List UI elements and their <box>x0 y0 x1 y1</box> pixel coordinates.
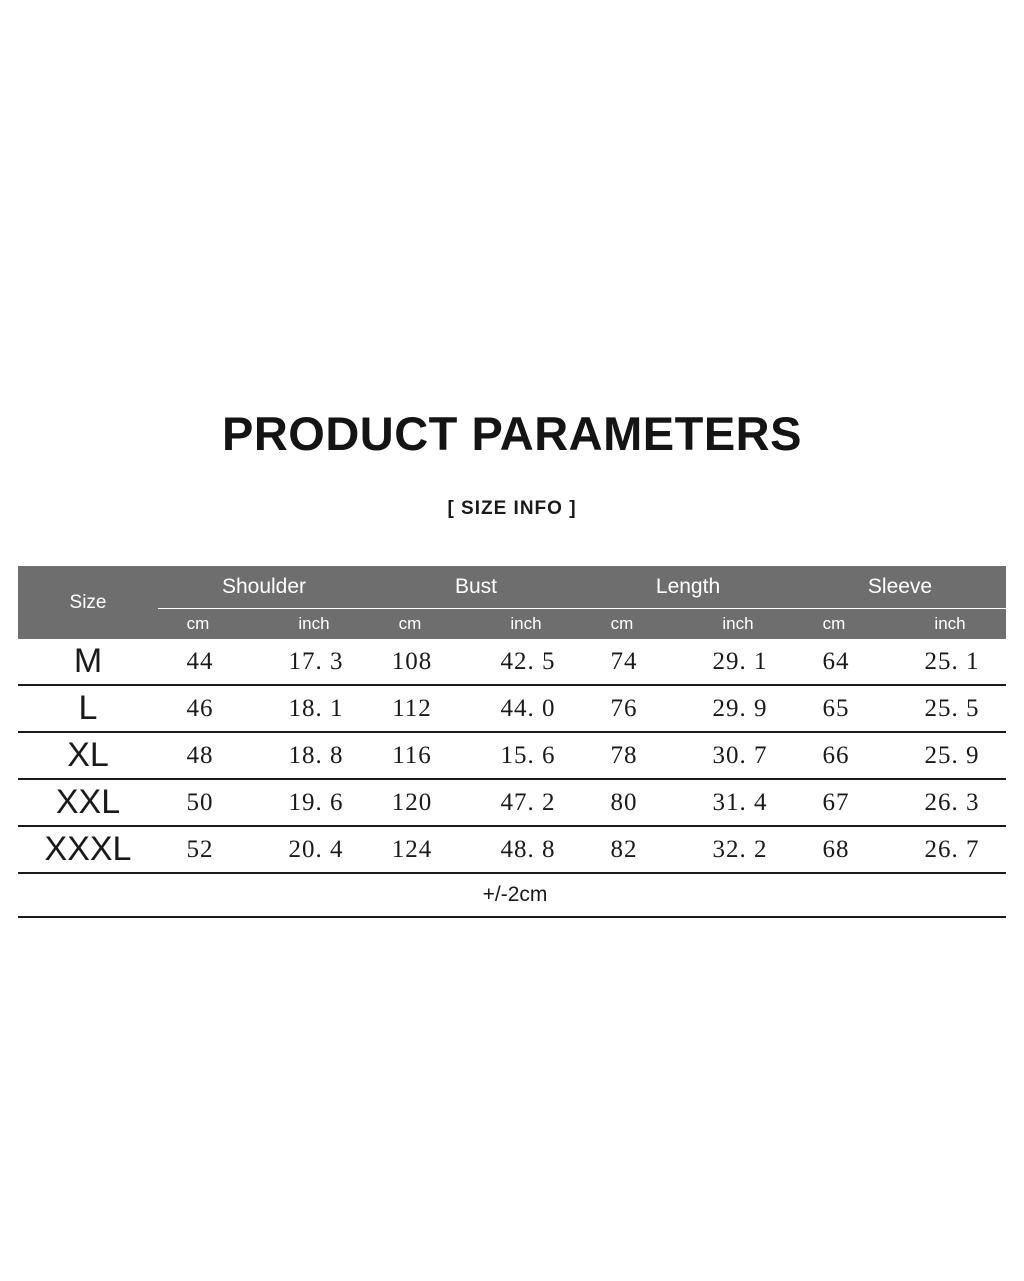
cell-size: XL <box>18 732 158 779</box>
cell-size: XXL <box>18 779 158 826</box>
size-info-table <box>18 566 1006 918</box>
table-foot <box>18 873 1006 917</box>
table-row <box>18 732 1006 779</box>
cell-bust-cm: 108 <box>370 639 476 685</box>
column-header-size: Size <box>18 566 158 639</box>
column-header-sleeve: Sleeve <box>794 566 1006 609</box>
unit-header-length-inch: inch <box>688 609 794 640</box>
cell-length-inch: 31. 4 <box>688 779 794 826</box>
cell-length-cm: 76 <box>582 685 688 732</box>
cell-bust-inch: 48. 8 <box>476 826 582 873</box>
cell-size: XXXL <box>18 826 158 873</box>
cell-sleeve-inch: 26. 7 <box>900 826 1006 873</box>
cell-bust-cm: 116 <box>370 732 476 779</box>
cell-shoulder-cm: 48 <box>158 732 264 779</box>
cell-shoulder-inch: 19. 6 <box>264 779 370 826</box>
cell-length-inch: 29. 1 <box>688 639 794 685</box>
column-header-bust: Bust <box>370 566 582 609</box>
cell-shoulder-inch: 17. 3 <box>264 639 370 685</box>
cell-sleeve-cm: 67 <box>794 779 900 826</box>
cell-length-inch: 29. 9 <box>688 685 794 732</box>
unit-header-sleeve-cm: cm <box>794 609 900 640</box>
table-row <box>18 685 1006 732</box>
cell-length-cm: 78 <box>582 732 688 779</box>
tolerance-row <box>18 873 1006 917</box>
size-table-container <box>18 566 1006 918</box>
cell-sleeve-inch: 25. 1 <box>900 639 1006 685</box>
cell-bust-inch: 44. 0 <box>476 685 582 732</box>
cell-shoulder-cm: 46 <box>158 685 264 732</box>
table-head <box>18 566 1006 639</box>
cell-bust-inch: 15. 6 <box>476 732 582 779</box>
table-row <box>18 639 1006 685</box>
cell-sleeve-inch: 25. 5 <box>900 685 1006 732</box>
cell-sleeve-inch: 26. 3 <box>900 779 1006 826</box>
tolerance-note: +/-2cm <box>18 873 1006 917</box>
cell-length-inch: 32. 2 <box>688 826 794 873</box>
cell-length-cm: 80 <box>582 779 688 826</box>
cell-shoulder-inch: 18. 8 <box>264 732 370 779</box>
cell-shoulder-cm: 44 <box>158 639 264 685</box>
cell-sleeve-cm: 65 <box>794 685 900 732</box>
cell-sleeve-cm: 68 <box>794 826 900 873</box>
column-header-length: Length <box>582 566 794 609</box>
unit-header-bust-cm: cm <box>370 609 476 640</box>
cell-shoulder-inch: 18. 1 <box>264 685 370 732</box>
cell-length-cm: 82 <box>582 826 688 873</box>
column-header-shoulder: Shoulder <box>158 566 370 609</box>
unit-header-sleeve-inch: inch <box>900 609 1006 640</box>
cell-length-cm: 74 <box>582 639 688 685</box>
unit-header-shoulder-cm: cm <box>158 609 264 640</box>
cell-bust-cm: 124 <box>370 826 476 873</box>
cell-sleeve-cm: 66 <box>794 732 900 779</box>
cell-bust-cm: 120 <box>370 779 476 826</box>
cell-sleeve-cm: 64 <box>794 639 900 685</box>
cell-size: L <box>18 685 158 732</box>
unit-header-shoulder-inch: inch <box>264 609 370 640</box>
unit-header-length-cm: cm <box>582 609 688 640</box>
cell-bust-cm: 112 <box>370 685 476 732</box>
cell-length-inch: 30. 7 <box>688 732 794 779</box>
cell-shoulder-cm: 52 <box>158 826 264 873</box>
cell-shoulder-inch: 20. 4 <box>264 826 370 873</box>
cell-size: M <box>18 639 158 685</box>
page-title: PRODUCT PARAMETERS <box>222 407 802 460</box>
table-unit-header-row <box>18 609 1006 640</box>
cell-sleeve-inch: 25. 9 <box>900 732 1006 779</box>
cell-shoulder-cm: 50 <box>158 779 264 826</box>
table-row <box>18 826 1006 873</box>
table-row <box>18 779 1006 826</box>
cell-bust-inch: 42. 5 <box>476 639 582 685</box>
unit-header-bust-inch: inch <box>476 609 582 640</box>
cell-bust-inch: 47. 2 <box>476 779 582 826</box>
page-subtitle: [ SIZE INFO ] <box>447 498 577 519</box>
table-body <box>18 639 1006 873</box>
table-group-header-row <box>18 566 1006 609</box>
